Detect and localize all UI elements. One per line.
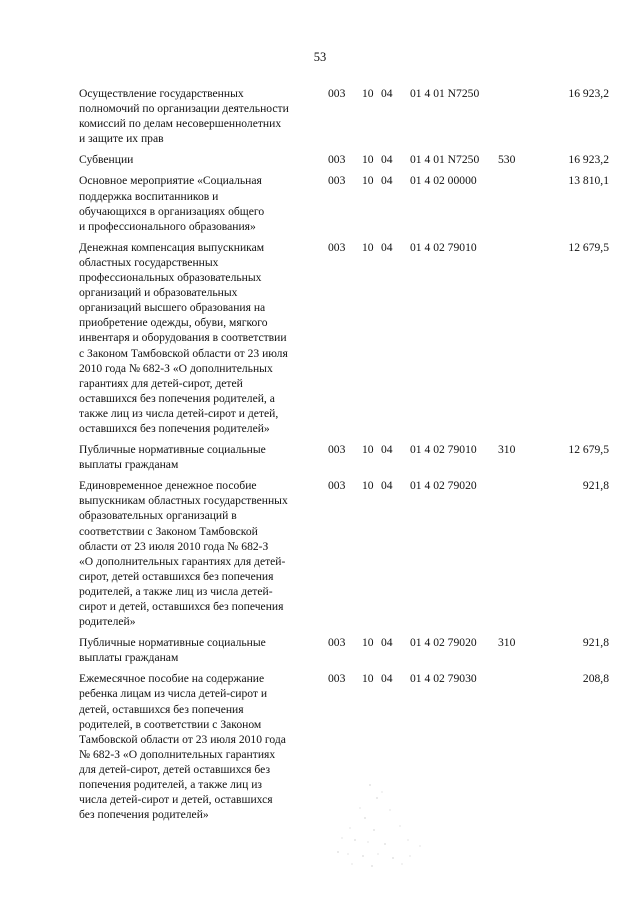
target-article-code: 01 4 02 79010 xyxy=(410,240,477,254)
amount: 16 923,2 xyxy=(568,153,609,167)
target-article-code: 01 4 01 N7250 xyxy=(410,87,480,100)
target-article-code: 01 4 02 00000 xyxy=(410,174,477,188)
ministry-code: 003 xyxy=(328,174,346,188)
subsection-code: 04 xyxy=(381,443,393,457)
row-name: Единовременное денежное пособие выпускникам областных государственных образовательных организаций в соответствии с Законом Тамбовской области от 23 июля 2010 года № 682-З «О дополнительных гарантиях для детей- сирот, детей оставшихся без попечения родителей, а также лиц из числа детей- сирот и детей, оставшихся без попечения родителей» xyxy=(79,479,288,629)
page-number: 53 xyxy=(313,50,327,64)
row-name: Осуществление государственных полномочий по организации деятельности комиссий по делам несовершеннолетних и защите их прав xyxy=(79,87,289,146)
section-code: 10 xyxy=(362,636,374,650)
section-code: 10 xyxy=(362,443,374,457)
row-name: Публичные нормативные социальные выплаты гражданам xyxy=(79,636,266,665)
amount: 921,8 xyxy=(582,636,609,650)
ministry-code: 003 xyxy=(328,479,346,493)
table-row xyxy=(79,671,609,822)
amount: 12 679,5 xyxy=(568,443,609,457)
row-name: Субвенции xyxy=(79,153,134,167)
section-code: 10 xyxy=(362,153,374,167)
amount: 12 679,5 xyxy=(568,240,609,254)
ministry-code: 003 xyxy=(328,672,346,686)
expense-type-code: 310 xyxy=(498,636,516,650)
amount: 208,8 xyxy=(582,672,609,686)
ministry-code: 003 xyxy=(328,636,346,650)
row-name: Основное мероприятие «Социальная поддержка воспитанников и обучающихся в организациях общего и профессионального образования» xyxy=(79,174,265,233)
expense-type-code: 310 xyxy=(498,443,516,457)
section-code: 10 xyxy=(362,672,374,686)
subsection-code: 04 xyxy=(381,240,393,254)
row-name: Публичные нормативные социальные выплаты гражданам xyxy=(79,443,266,472)
subsection-code: 04 xyxy=(381,153,393,167)
section-code: 10 xyxy=(362,240,374,254)
target-article-code: 01 4 02 79030 xyxy=(410,672,477,686)
subsection-code: 04 xyxy=(381,636,393,650)
row-name: Денежная компенсация выпускникам областных государственных профессиональных образовательных организаций и образовательных организаций высшего образования на приобретение одежды, обуви, мягкого инвентаря и оборудования в соответствии с Законом Тамбовской области от 23 июля 2010 года № 682-З «О дополнительных гарантиях для детей-сирот, детей оставшихся без попечения родителей, а также лиц из числа детей-сирот и детей, оставшихся без попечения родителей» xyxy=(79,240,288,435)
amount: 921,8 xyxy=(582,479,609,493)
ministry-code: 003 xyxy=(328,240,346,254)
target-article-code: 01 4 02 79010 xyxy=(410,443,477,457)
amount: 16 923,2 xyxy=(568,87,609,100)
subsection-code: 04 xyxy=(381,174,393,188)
section-code: 10 xyxy=(362,87,374,100)
ministry-code: 003 xyxy=(328,443,346,457)
ministry-code: 003 xyxy=(328,153,346,167)
subsection-code: 04 xyxy=(381,672,393,686)
target-article-code: 01 4 01 N7250 xyxy=(410,153,480,167)
target-article-code: 01 4 02 79020 xyxy=(410,636,477,650)
scan-noise xyxy=(330,780,440,870)
table-row xyxy=(79,86,609,146)
subsection-code: 04 xyxy=(381,479,393,493)
expense-type-code: 530 xyxy=(498,153,516,167)
amount: 13 810,1 xyxy=(568,174,609,188)
row-name: Ежемесячное пособие на содержание ребенка лицам из числа детей-сирот и детей, оставшихся без попечения родителей, в соответствии с Законом Тамбовской области от 23 июля 2010 года № 682-З «О дополнительных гарантиях для детей-сирот, детей оставшихся без попечения родителей, а также лиц из числа детей-сирот и детей, оставшихся без попечения родителей» xyxy=(79,672,286,822)
budget-table xyxy=(79,86,609,828)
table-row xyxy=(79,152,609,167)
table-row xyxy=(79,478,609,629)
table-row xyxy=(79,240,609,436)
section-code: 10 xyxy=(362,479,374,493)
table-row xyxy=(79,173,609,233)
target-article-code: 01 4 02 79020 xyxy=(410,479,477,493)
table-row xyxy=(79,442,609,472)
subsection-code: 04 xyxy=(381,87,393,100)
section-code: 10 xyxy=(362,174,374,188)
table-row xyxy=(79,635,609,665)
ministry-code: 003 xyxy=(328,87,346,100)
